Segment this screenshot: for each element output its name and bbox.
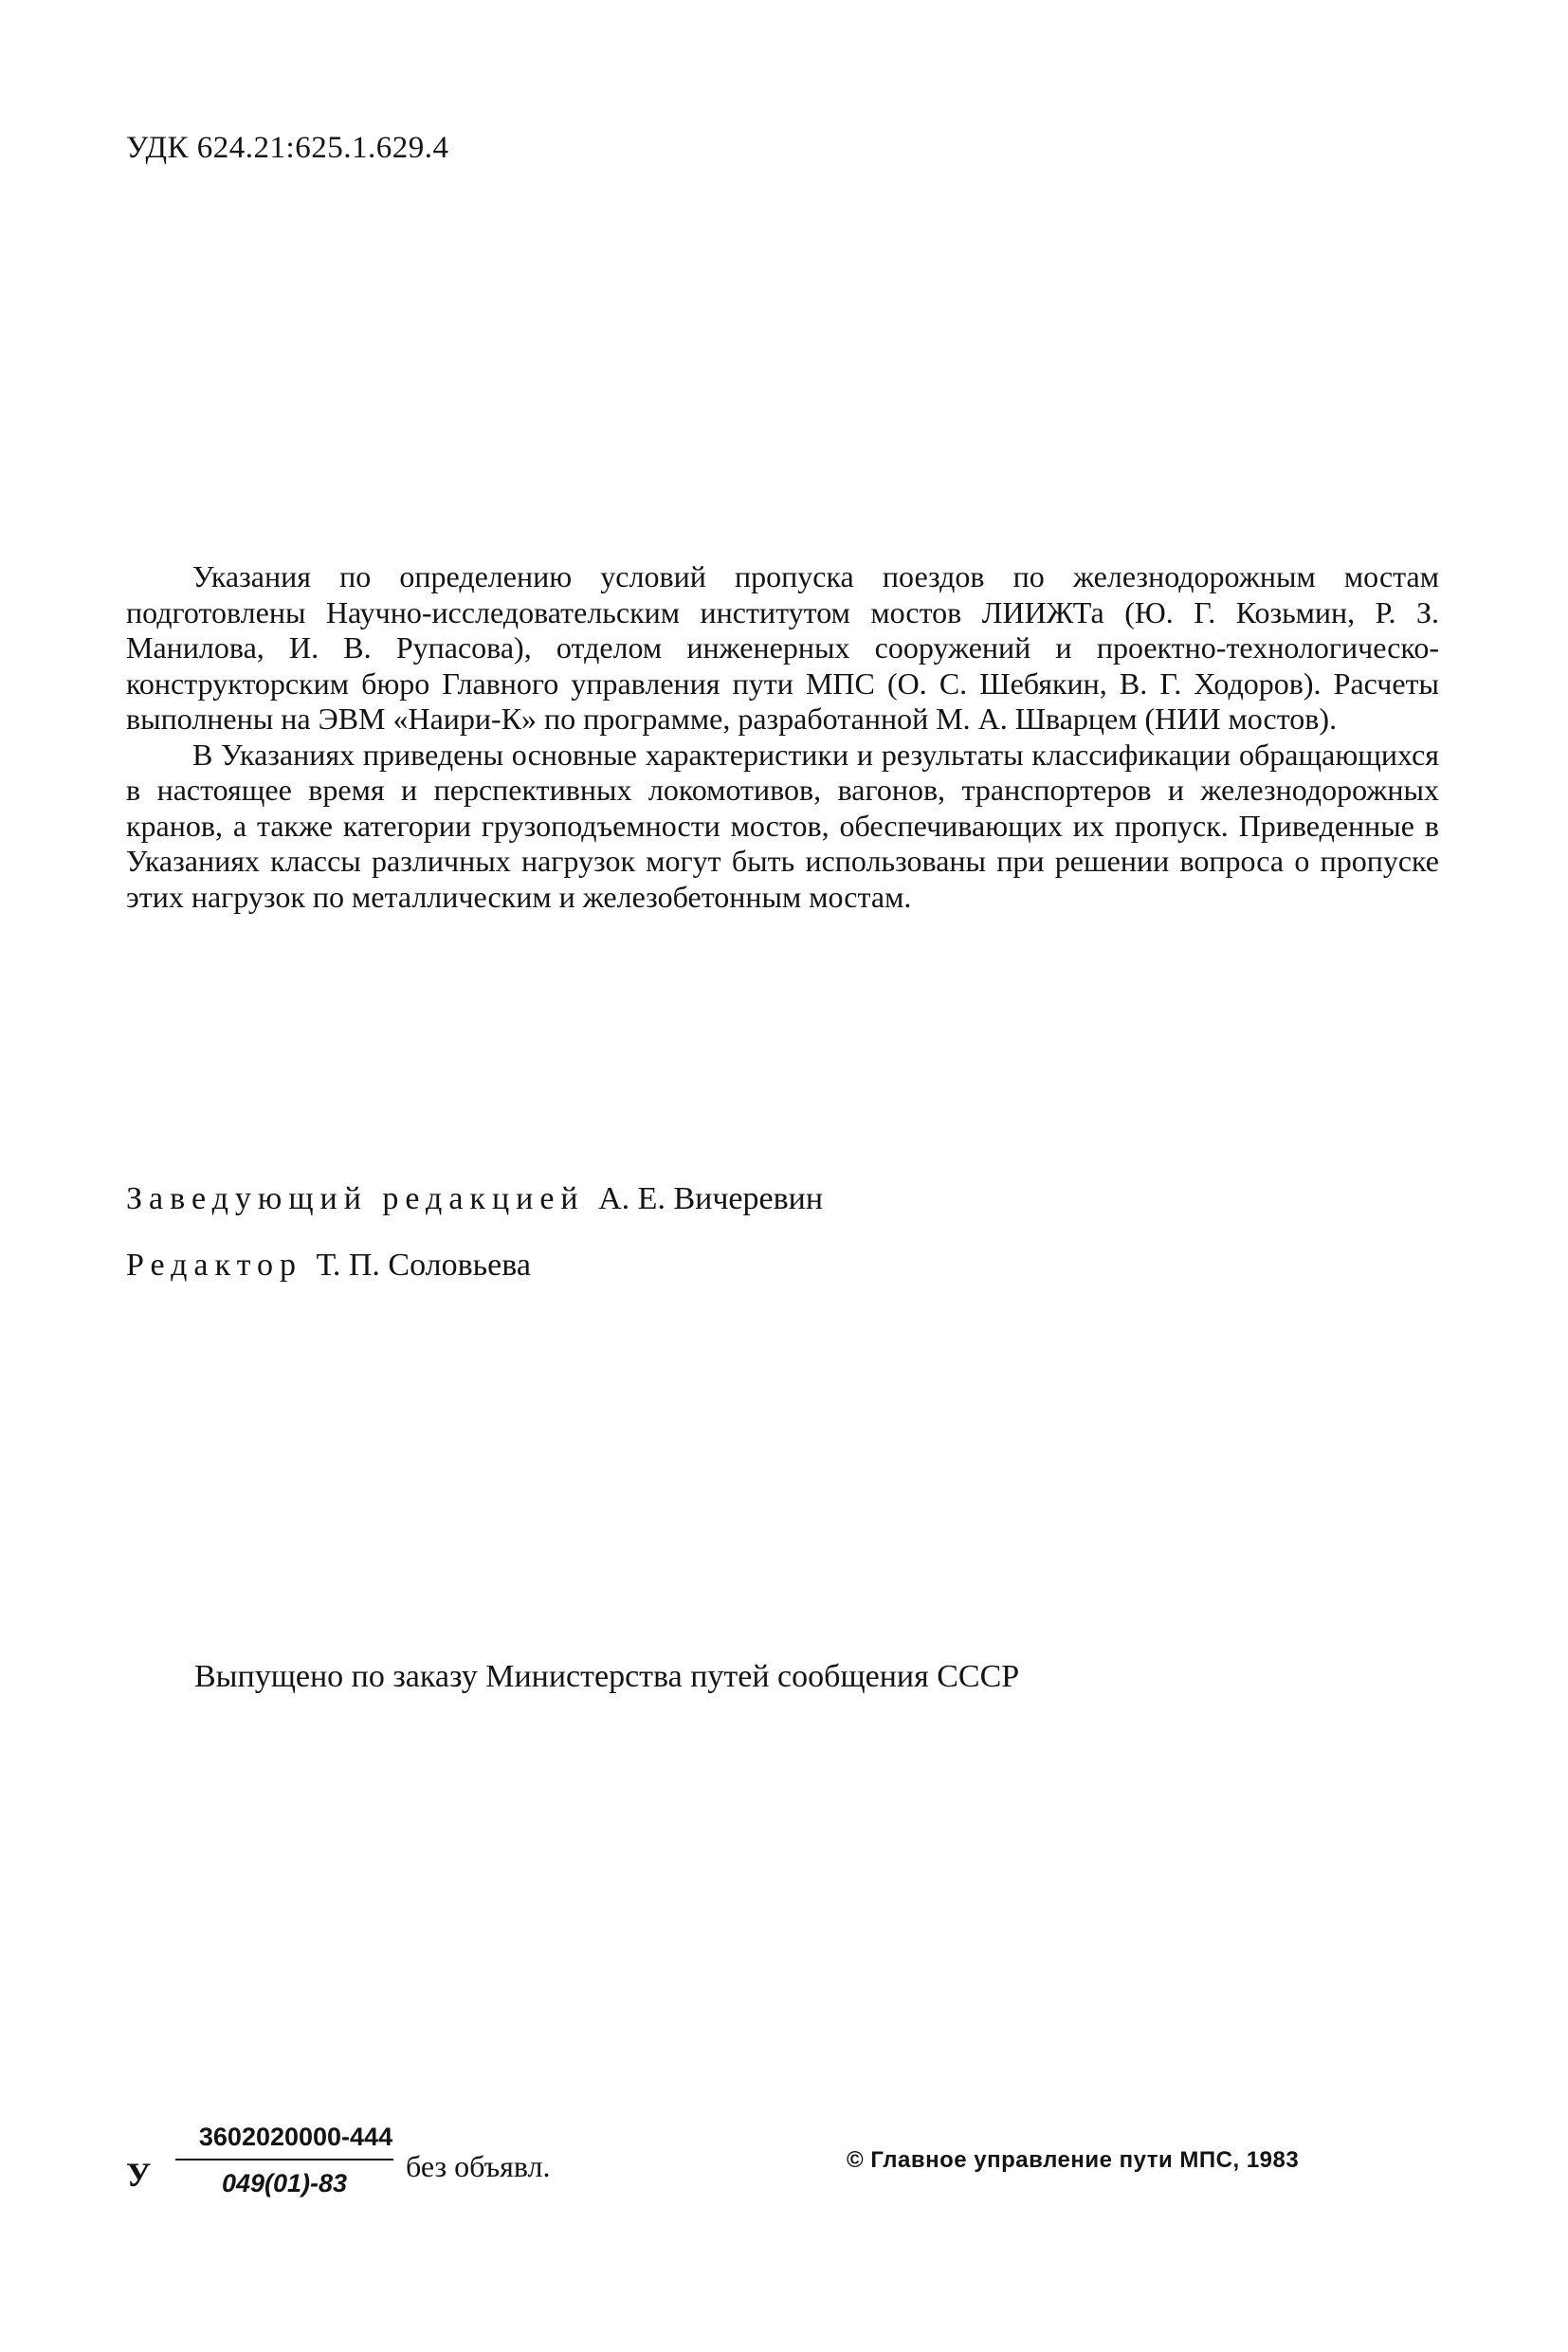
commission-note: Выпущено по заказу Министерства путей сообщения СССР bbox=[194, 1659, 1020, 1694]
annotation bbox=[126, 559, 1439, 915]
imprint-code-denominator: 049(01)-83 bbox=[221, 2169, 348, 2197]
imprint-code-fraction bbox=[175, 2119, 393, 2202]
price-note: без объявл. bbox=[406, 2149, 551, 2183]
credit-role-head-editor: Заведующий редакцией bbox=[126, 1181, 585, 1216]
fraction-bar bbox=[175, 2159, 393, 2161]
imprint-letter: У bbox=[126, 2156, 152, 2194]
credit-role-editor: Редактор bbox=[126, 1248, 302, 1283]
credit-line-head-editor bbox=[126, 1166, 823, 1232]
annotation-paragraph-1: Указания по определению условий пропуска поездов по железнодорожным мостам подготовлены Научно-исследовательским институтом мостов ЛИИЖТа (Ю. Г. Козьмин, Р. З. Манилова, И. В. Рупасова), отделом инженерных сооружений и проектно-технологическо-конструкторским бюро Главного управления пути МПС (О. С. Шебякин, В. Г. Ходоров). Расчеты выполнены на ЭВМ «Наири-К» по программе, разработанной М. А. Шварцем (НИИ мостов). bbox=[126, 559, 1439, 736]
udk-code: УДК 624.21:625.1.629.4 bbox=[126, 131, 449, 165]
imprint-code-numerator: 3602020000-444 bbox=[198, 2123, 393, 2151]
annotation-paragraph-2: В Указаниях приведены основные характеристики и результаты классификации обращающихся в настоящее время и перспективных локомотивов, вагонов, транспортеров и железнодорожных кранов, а также категории грузоподъемности мостов, обеспечивающих их пропуск. Приведенные в Указаниях классы различных нагрузок могут быть использованы при решении вопроса о пропуске этих нагрузок по металлическим и железобетонным мостам. bbox=[126, 737, 1439, 914]
editorial-credits bbox=[126, 1166, 823, 1299]
copyright-notice: © Главное управление пути МПС, 1983 bbox=[847, 2147, 1300, 2173]
imprint-block bbox=[126, 2119, 1472, 2223]
credit-line-editor bbox=[126, 1232, 823, 1299]
credit-name-head-editor: А. Е. Вичеревин bbox=[598, 1181, 824, 1216]
credit-name-editor: Т. П. Соловьева bbox=[316, 1248, 531, 1283]
